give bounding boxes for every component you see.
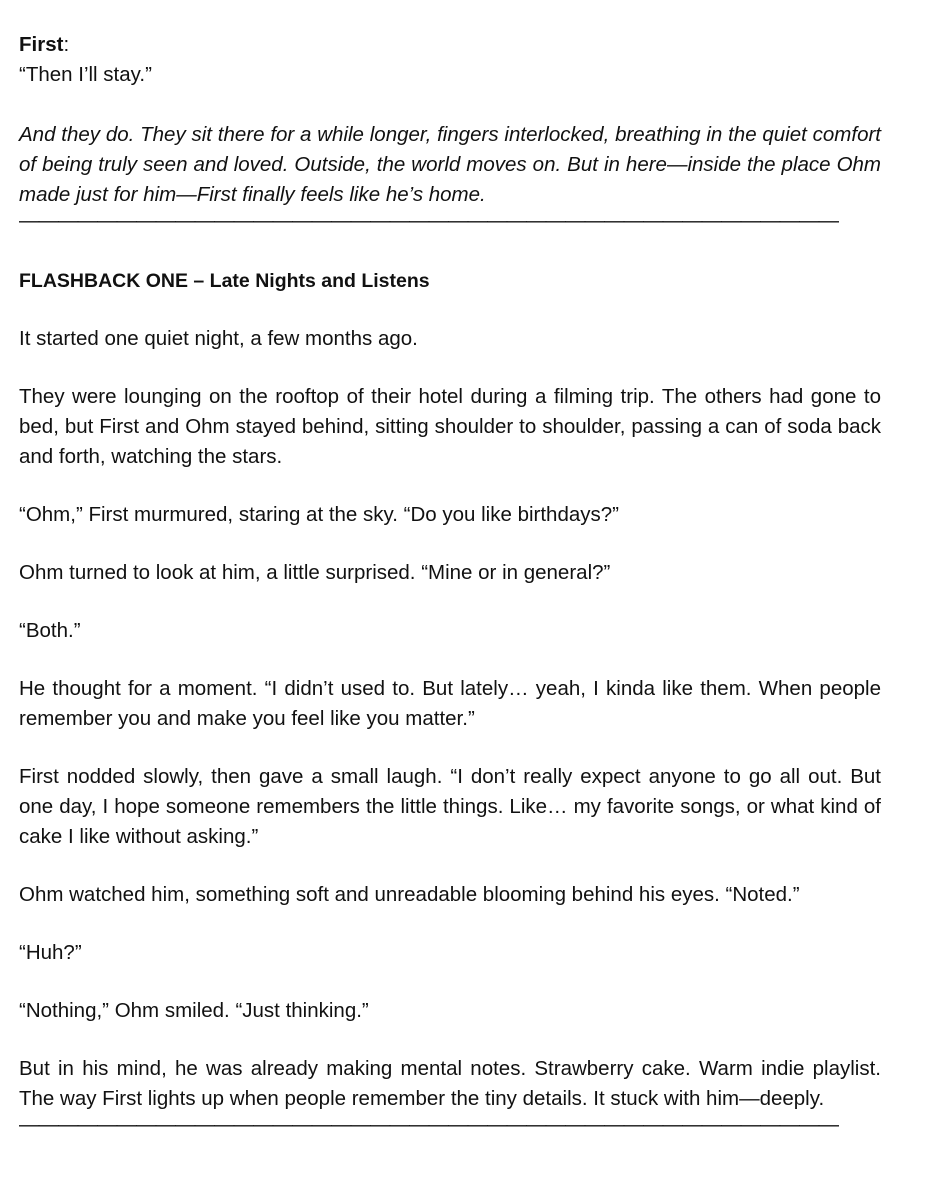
paragraph: “Ohm,” First murmured, staring at the sky. “Do you like birthdays?”: [19, 503, 619, 526]
paragraph: But in his mind, he was already making mental notes. Strawberry cake. Warm indie playlist. The way First lights up when people remember the tiny details. It stuck with him—deeply.: [19, 1057, 881, 1110]
paragraph: “Huh?”: [19, 941, 82, 964]
section-heading: FLASHBACK ONE – Late Nights and Listens: [19, 270, 430, 292]
paragraph: Ohm turned to look at him, a little surprised. “Mine or in general?”: [19, 561, 611, 584]
dialogue-line: “Then I’ll stay.”: [19, 63, 152, 86]
closing-paragraph: And they do. They sit there for a while longer, fingers interlocked, breathing in the quiet comfort of being truly seen and loved. Outside, the world moves on. But in here—inside the place Ohm made just for him—First finally feels like he’s home.: [19, 123, 881, 206]
paragraph: They were lounging on the rooftop of their hotel during a filming trip. The others had gone to bed, but First and Ohm stayed behind, sitting shoulder to shoulder, passing a can of soda back and forth, watching the stars.: [19, 385, 881, 468]
paragraph: First nodded slowly, then gave a small laugh. “I don’t really expect anyone to go all out. But one day, I hope someone remembers the little things. Like… my favorite songs, or what kind of cake I like without asking.”: [19, 765, 881, 848]
speaker-name: First: [19, 33, 64, 56]
paragraph: Ohm watched him, something soft and unreadable blooming behind his eyes. “Noted.”: [19, 883, 800, 906]
speaker-line: [19, 30, 881, 60]
paragraph: “Nothing,” Ohm smiled. “Just thinking.”: [19, 999, 369, 1022]
document-body: [19, 30, 881, 1136]
speaker-colon: :: [63, 33, 70, 56]
separator-line: ——————————————————————————————————————————: [19, 210, 838, 232]
paragraph: He thought for a moment. “I didn’t used to. But lately… yeah, I kinda like them. When people remember you and make you feel like you matter.”: [19, 677, 881, 730]
separator-line-end: ——————————————————————————————————————————: [19, 1114, 838, 1136]
paragraph: “Both.”: [19, 619, 81, 642]
paragraph: It started one quiet night, a few months ago.: [19, 327, 418, 350]
